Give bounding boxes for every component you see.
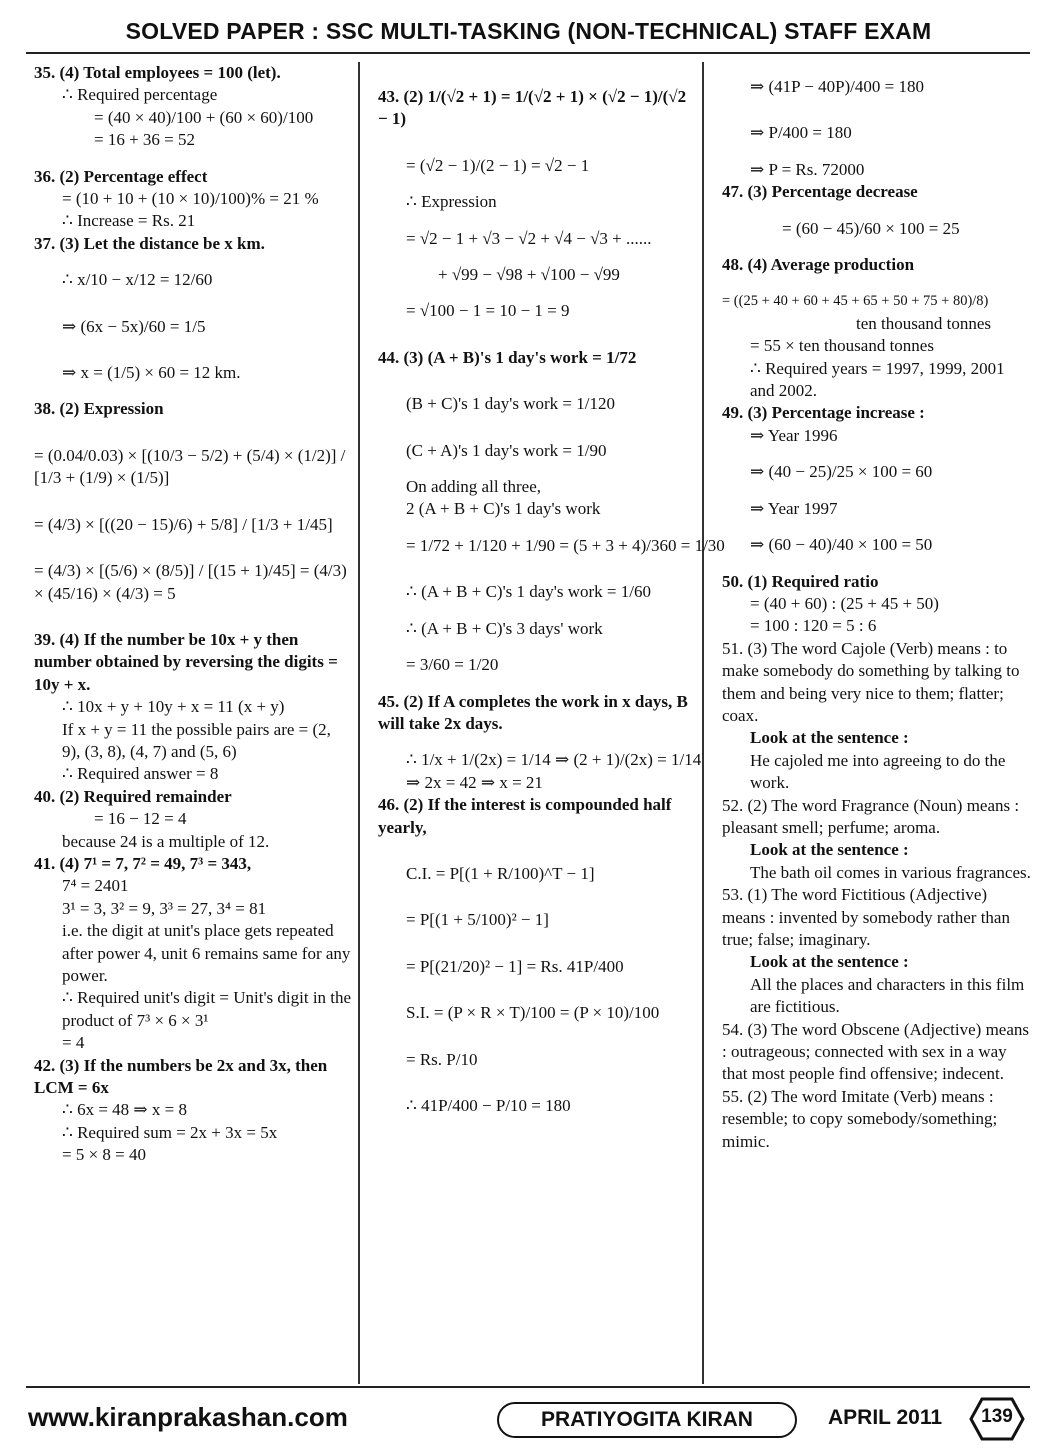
answer-47-head: 47. (3) Percentage decrease — [722, 182, 918, 202]
look-at-sentence-label: Look at the sentence : — [750, 952, 909, 972]
solution-line: ∴ 6x = 48 ⇒ x = 8 — [62, 1100, 187, 1120]
solution-line: The bath oil comes in various fragrances. — [750, 862, 1031, 882]
answer-39-head: 39. (4) If the number be 10x + y then number obtained by reversing the digits = 10y + x. — [34, 629, 338, 694]
solution-line: ⇒ P/400 = 180 — [750, 123, 852, 143]
solution-line: ⇒ Year 1996 — [750, 425, 838, 445]
answer-43-head: 43. (2) 1/(√2 + 1) = 1/(√2 + 1) × (√2 − 1)/(√2 − 1) — [378, 87, 687, 129]
solution-line: ⇒ x = (1/5) × 60 = 12 km. — [62, 363, 241, 383]
solution-line: S.I. = (P × R × T)/100 = (P × 10)/100 — [406, 1003, 660, 1023]
solution-line: ∴ Required years = 1997, 1999, 2001 and 2002. — [750, 358, 1005, 401]
solution-line: = √2 − 1 + √3 − √2 + √4 − √3 + ...... — [406, 228, 652, 248]
answer-35-head: 35. (4) Total employees = 100 (let). — [34, 63, 281, 82]
answer-55-text: 55. (2) The word Imitate (Verb) means : resemble; to copy somebody/something; mimic. — [722, 1086, 998, 1151]
answer-41-head: 41. (4) 7¹ = 7, 7² = 49, 7³ = 343, — [34, 853, 252, 873]
solution-line: 7⁴ = 2401 — [62, 876, 129, 896]
solution-line: because 24 is a multiple of 12. — [62, 831, 270, 851]
answer-49-head: 49. (3) Percentage increase : — [722, 403, 925, 423]
solution-line: He cajoled me into agreeing to do the work. — [750, 750, 1006, 793]
solution-line: = √100 − 1 = 10 − 1 = 9 — [406, 301, 570, 321]
answer-48-head: 48. (4) Average production — [722, 255, 915, 275]
solution-line: = 4 — [62, 1033, 85, 1053]
solution-line: ∴ 41P/400 − P/10 = 180 — [406, 1095, 571, 1115]
footer-rule — [26, 1386, 1030, 1388]
answer-40-head: 40. (2) Required remainder — [34, 786, 232, 806]
solution-line: C.I. = P[(1 + R/100)^T − 1] — [406, 863, 595, 883]
solution-line: i.e. the digit at unit's place gets repeated after power 4, unit 6 remains same for any power. — [62, 921, 351, 985]
issue-date: APRIL 2011 — [828, 1406, 943, 1429]
answer-45-head: 45. (2) If A completes the work in x days, B will take 2x days. — [378, 691, 688, 733]
look-at-sentence-label: Look at the sentence : — [750, 728, 909, 748]
solution-line: = 3/60 = 1/20 — [406, 655, 499, 675]
solution-line: = (40 + 60) : (25 + 45 + 50) — [750, 593, 939, 613]
solution-line: ∴ 1/x + 1/(2x) = 1/14 ⇒ (2 + 1)/(2x) = 1/14 — [406, 750, 702, 770]
solution-line: ten thousand tonnes — [856, 313, 992, 333]
solution-line: = 16 − 12 = 4 — [94, 809, 187, 829]
website-link[interactable]: www.kiranprakashan.com — [28, 1402, 348, 1432]
column-divider-1 — [358, 62, 360, 1384]
solution-line: If x + y = 11 the possible pairs are = (2, 9), (3, 8), (4, 7) and (5, 6) — [62, 719, 331, 761]
solution-line: ∴ Required sum = 2x + 3x = 5x — [62, 1122, 278, 1142]
solution-line: ∴ (A + B + C)'s 3 days' work — [406, 618, 603, 638]
solution-line: = 1/72 + 1/120 + 1/90 = (5 + 3 + 4)/360 = 1/30 — [406, 535, 725, 555]
solution-line: = 55 × ten thousand tonnes — [750, 336, 934, 356]
answer-38-head: 38. (2) Expression — [34, 399, 164, 419]
solution-line: All the places and characters in this film are fictitious. — [750, 974, 1025, 1017]
solution-line: = P[(21/20)² − 1] = Rs. 41P/400 — [406, 956, 624, 976]
solution-line: = (10 + 10 + (10 × 10)/100)% = 21 % — [62, 189, 319, 209]
solution-line: = ((25 + 40 + 60 + 45 + 65 + 50 + 75 + 80)/8) — [722, 293, 989, 310]
solution-line: ⇒ (40 − 25)/25 × 100 = 60 — [750, 462, 933, 482]
answer-46-head: 46. (2) If the interest is compounded half yearly, — [378, 795, 672, 837]
solution-line: ⇒ (6x − 5x)/60 = 1/5 — [62, 316, 206, 336]
solution-line: 2 (A + B + C)'s 1 day's work — [406, 499, 601, 519]
column-divider-2 — [702, 62, 704, 1384]
solution-line: = (0.04/0.03) × [(10/3 − 5/2) + (5/4) × (1/2)] / [1/3 + (1/9) × (1/5)] — [34, 445, 346, 488]
solution-line: ∴ (A + B + C)'s 1 day's work = 1/60 — [406, 582, 651, 602]
answer-52-text: 52. (2) The word Fragrance (Noun) means : pleasant smell; perfume; aroma. — [722, 795, 1020, 837]
answer-44-head: 44. (3) (A + B)'s 1 day's work = 1/72 — [378, 347, 637, 367]
answer-50-head: 50. (1) Required ratio — [722, 571, 879, 591]
answer-51-text: 51. (3) The word Cajole (Verb) means : to make somebody do something by talking to them and being very nice to them; flatter; coax. — [722, 638, 1020, 725]
magazine-name: PRATIYOGITA KIRAN — [497, 1402, 797, 1438]
solution-line: ⇒ (41P − 40P)/400 = 180 — [750, 77, 924, 96]
answer-54-text: 54. (3) The word Obscene (Adjective) means : outrageous; connected with sex in a way that most people find offensive; indecent. — [722, 1019, 1029, 1084]
answer-37-head: 37. (3) Let the distance be x km. — [34, 233, 265, 253]
solution-line: (B + C)'s 1 day's work = 1/120 — [406, 394, 615, 414]
solution-line: ⇒ Year 1997 — [750, 498, 838, 518]
solution-line: = Rs. P/10 — [406, 1049, 478, 1069]
solution-line: ⇒ P = Rs. 72000 — [750, 159, 865, 179]
solution-line: On adding all three, — [406, 477, 542, 497]
header-rule — [26, 52, 1030, 54]
page-footer — [0, 1398, 1057, 1448]
solution-line: = (√2 − 1)/(2 − 1) = √2 − 1 — [406, 155, 590, 175]
solution-line: = P[(1 + 5/100)² − 1] — [406, 910, 549, 930]
answer-42-head: 42. (3) If the numbers be 2x and 3x, then LCM = 6x — [34, 1055, 328, 1098]
solution-line: 3¹ = 3, 3² = 9, 3³ = 27, 3⁴ = 81 — [62, 898, 267, 918]
solution-line: ⇒ 2x = 42 ⇒ x = 21 — [406, 772, 543, 792]
solution-line: = (40 × 40)/100 + (60 × 60)/100 — [94, 107, 314, 127]
solution-line: = (4/3) × [((20 − 15)/6) + 5/8] / [1/3 + 1/45] — [34, 514, 333, 534]
column-2 — [378, 62, 725, 1117]
solution-line: + √99 − √98 + √100 − √99 — [438, 265, 620, 285]
solution-line: = 16 + 36 = 52 — [94, 130, 196, 150]
column-1 — [34, 62, 352, 1167]
look-at-sentence-label: Look at the sentence : — [750, 840, 909, 860]
solution-line: (C + A)'s 1 day's work = 1/90 — [406, 440, 607, 460]
solution-line: = 100 : 120 = 5 : 6 — [750, 616, 877, 636]
solution-line: = (4/3) × [(5/6) × (8/5)] / [(15 + 1)/45] = (4/3) × (45/16) × (4/3) = 5 — [34, 561, 347, 603]
page-number: 139 — [981, 1406, 1013, 1427]
answer-36-head: 36. (2) Percentage effect — [34, 166, 208, 186]
solution-line: = 5 × 8 = 40 — [62, 1145, 147, 1165]
solution-line: ∴ x/10 − x/12 = 12/60 — [62, 270, 213, 290]
solution-line: ∴ Required answer = 8 — [62, 764, 219, 784]
solution-line: ∴ 10x + y + 10y + x = 11 (x + y) — [62, 697, 285, 717]
solution-line: ∴ Required unit's digit = Unit's digit in the product of 7³ × 6 × 3¹ — [62, 988, 352, 1030]
solution-line: ∴ Increase = Rs. 21 — [62, 211, 196, 231]
page-header-title: SOLVED PAPER : SSC MULTI-TASKING (NON-TECHNICAL) STAFF EXAM — [125, 18, 932, 44]
solution-line: = (60 − 45)/60 × 100 = 25 — [782, 218, 960, 238]
solution-line: ∴ Required percentage — [62, 85, 218, 105]
column-3 — [722, 62, 1032, 1153]
solution-line: ⇒ (60 − 40)/40 × 100 = 50 — [750, 535, 933, 555]
solution-line: ∴ Expression — [406, 192, 497, 212]
answer-53-text: 53. (1) The word Fictitious (Adjective) means : invented by somebody rather than true; false; imaginary. — [722, 885, 1010, 949]
